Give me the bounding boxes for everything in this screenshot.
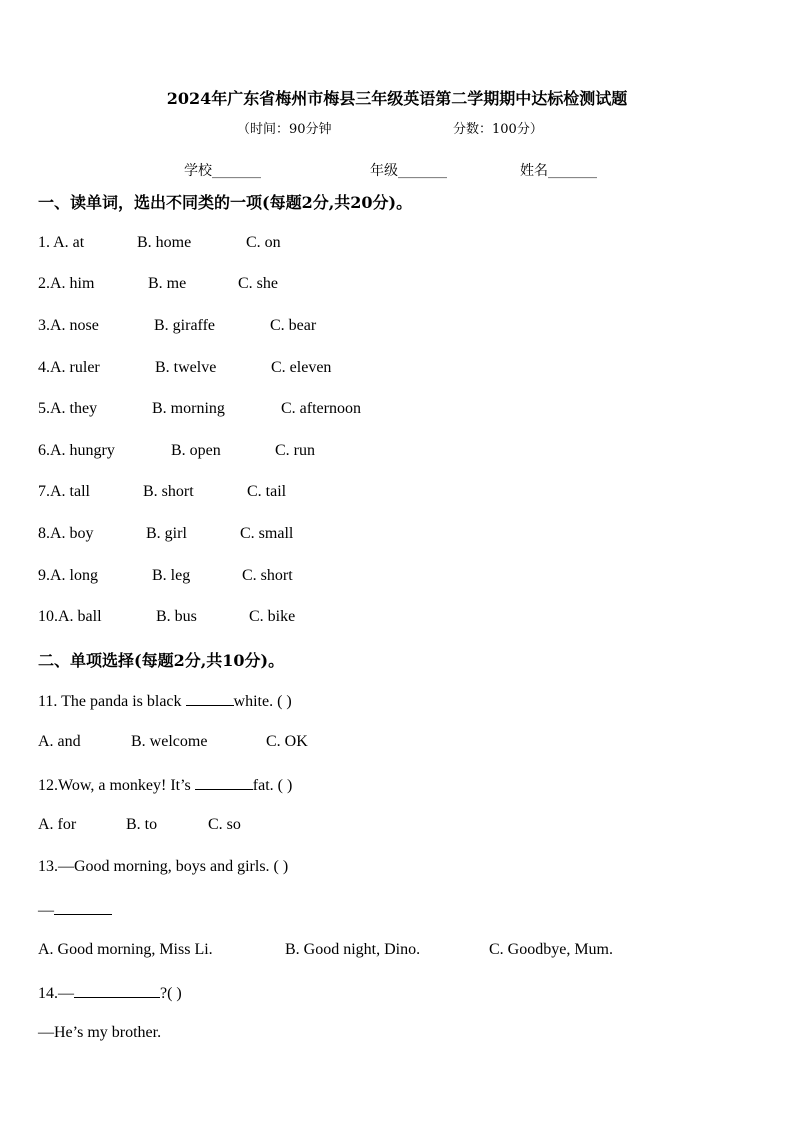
option-b: B. welcome — [131, 733, 208, 750]
option-b: B. home — [137, 234, 192, 251]
question-number: 10.A. ball — [38, 608, 102, 625]
option-c: C. on — [246, 234, 281, 251]
grade-field[interactable]: 年级_______ — [370, 163, 447, 179]
question-number: 5.A. they — [38, 400, 98, 417]
option-b: B. to — [126, 816, 158, 833]
question-number: 1. A. at — [38, 234, 85, 251]
option-c: C. run — [275, 442, 315, 459]
question-number: 3.A. nose — [38, 317, 99, 334]
exam-time: （时间：90分钟 — [237, 122, 332, 137]
exam-score: 分数：100分） — [453, 122, 543, 137]
option-c: C. Goodbye, Mum. — [489, 941, 613, 958]
option-c: C. bike — [249, 608, 296, 625]
answer-blank[interactable] — [74, 983, 160, 998]
option-a: A. Good morning, Miss Li. — [38, 941, 213, 958]
question-number: 6.A. hungry — [38, 442, 115, 459]
question-14: 14.— ?( ) — [38, 985, 182, 1002]
option-b: B. morning — [152, 400, 225, 417]
option-c: C. eleven — [271, 359, 332, 376]
question-14-reply: —He’s my brother. — [38, 1024, 162, 1041]
option-c: C. so — [208, 816, 241, 833]
option-c: C. small — [240, 525, 294, 542]
option-b: B. Good night, Dino. — [285, 941, 421, 958]
option-c: C. OK — [266, 733, 308, 750]
section-2-heading: 二、单项选择(每题2分,共10分)。 — [38, 651, 285, 670]
option-b: B. girl — [146, 525, 187, 542]
option-b: B. me — [148, 275, 187, 292]
answer-blank[interactable] — [195, 775, 253, 790]
option-a: A. for — [38, 816, 77, 833]
option-b: B. twelve — [155, 359, 217, 376]
question-12: 12.Wow, a monkey! It’s fat. ( ) — [38, 777, 293, 794]
option-b: B. leg — [152, 567, 191, 584]
option-b: B. short — [143, 483, 194, 500]
option-c: C. short — [242, 567, 293, 584]
option-b: B. giraffe — [154, 317, 216, 334]
question-number: 2.A. him — [38, 275, 95, 292]
question-number: 8.A. boy — [38, 525, 94, 542]
option-b: B. bus — [156, 608, 197, 625]
section-1-heading: 一、读单词，选出不同类的一项(每题2分,共20分)。 — [38, 193, 413, 212]
option-b: B. open — [171, 442, 221, 459]
answer-blank[interactable] — [186, 691, 234, 706]
answer-blank[interactable] — [54, 900, 112, 915]
option-c: C. afternoon — [281, 400, 361, 417]
question-11: 11. The panda is black white. ( ) — [38, 693, 292, 710]
option-c: C. she — [238, 275, 278, 292]
question-number: 9.A. long — [38, 567, 98, 584]
name-field[interactable]: 姓名_______ — [520, 163, 597, 179]
option-a: A. and — [38, 733, 81, 750]
question-13: 13.—Good morning, boys and girls. ( ) — [38, 858, 289, 875]
question-13-answer: — — [38, 900, 112, 920]
option-c: C. bear — [270, 317, 317, 334]
option-c: C. tail — [247, 483, 287, 500]
page-title: 2024年广东省梅州市梅县三年级英语第二学期期中达标检测试题 — [166, 89, 628, 108]
school-field[interactable]: 学校_______ — [184, 163, 261, 179]
question-number: 4.A. ruler — [38, 359, 100, 376]
question-number: 7.A. tall — [38, 483, 90, 500]
